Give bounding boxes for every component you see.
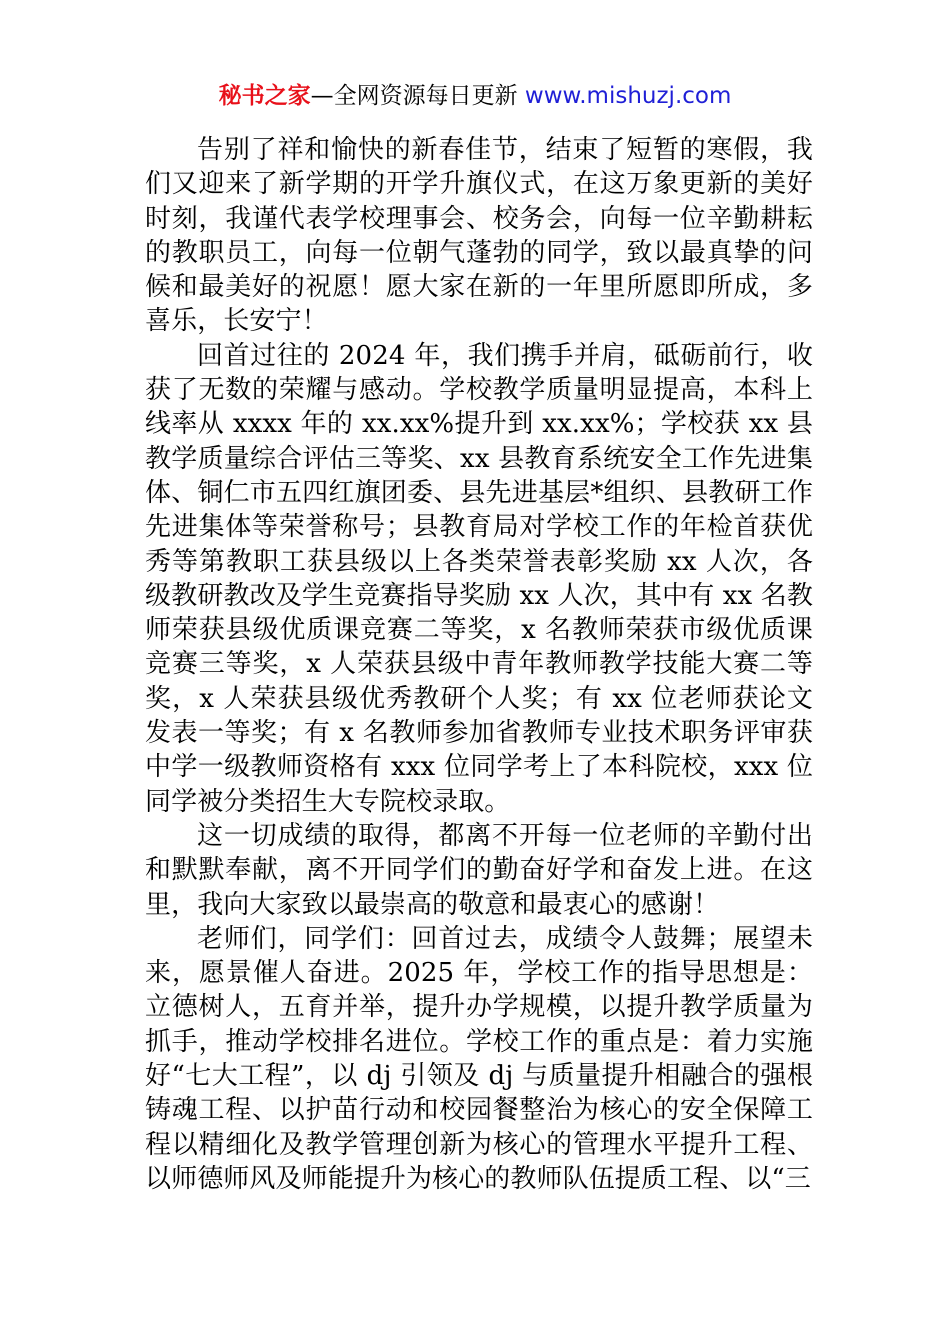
paragraph-thanks: 这一切成绩的取得，都离不开每一位老师的辛勤付出和默默奉献，离不开同学们的勤奋好学和奋发上进。在这里，我向大家致以最崇高的敬意和最衷心的感谢！: [145, 820, 813, 920]
paragraph-outlook: 老师们，同学们：回首过去，成绩令人鼓舞；展望未来，愿景催人奋进。2025 年，学校工作的指导思想是：立德树人，五育并举，提升办学规模，以提升教学质量为抓手，推动学校排名进位。学校工作的重点是：着力实施好“七大工程”，以 dj 引领及 dj 与质量提升相融合的强根铸魂工程、以护苗行动和校园餐整治为核心的安全保障工程以精细化及教学管理创新为核心的管理水平提升工程、以师德师风及师能提升为核心的教师队伍提质工程、以“三: [145, 923, 813, 1194]
site-url-link[interactable]: www.mishuzj.com: [524, 83, 732, 109]
header-tagline: —全网资源每日更新: [310, 83, 518, 109]
paragraph-achievements: 回首过往的 2024 年，我们携手并肩，砥砺前行，收获了无数的荣耀与感动。学校教学质量明显提高，本科上线率从 xxxx 年的 xx.xx%提升到 xx.xx%；学校获 xx 县教学质量综合评估三等奖、xx 县教育系统安全工作先进集体、铜仁市五四红旗团委、县先进基层*组织、县教研工作先进集体等荣誉称号；县教育局对学校工作的年检首获优秀等第教职工获县级以上各类荣誉表彰奖励 xx 人次，各级教研教改及学生竞赛指导奖励 xx 人次，其中有 xx 名教师荣获县级优质课竞赛二等奖，x 名教师荣获市级优质课竞赛三等奖，x 人荣获县级中青年教师教学技能大赛二等奖，x 人荣获县级优秀教研个人奖；有 xx 位老师获论文发表一等奖；有 x 名教师参加省教师专业技术职务评审获中学一级教师资格有 xxx 位同学考上了本科院校，xxx 位同学被分类招生大专院校录取。: [145, 340, 813, 817]
brand-name: 秘书之家: [218, 83, 311, 109]
paragraph-greeting: 告别了祥和愉快的新春佳节，结束了短暂的寒假，我们又迎来了新学期的开学升旗仪式，在这万象更新的美好时刻，我谨代表学校理事会、校务会，向每一位辛勤耕耘的教职员工，向每一位朝气蓬勃的同学，致以最真挚的问候和最美好的祝愿！愿大家在新的一年里所愿即所成，多喜乐，长安宁！: [145, 135, 813, 337]
page-header: [0, 82, 950, 110]
document-body: [145, 133, 813, 1196]
